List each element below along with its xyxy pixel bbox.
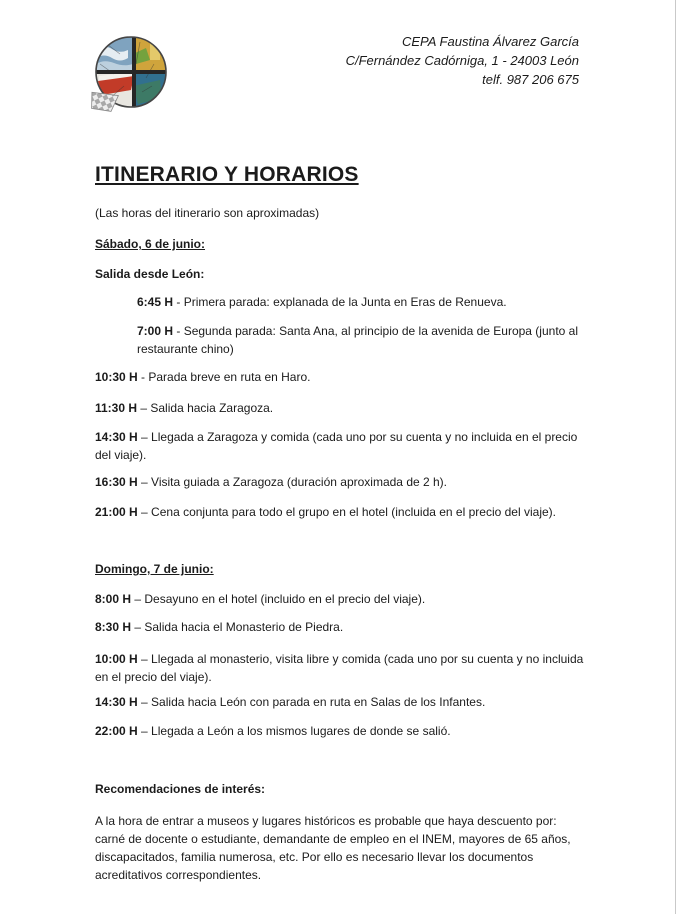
entry-time: 10:30 H [95, 370, 138, 384]
school-address: C/Fernández Cadórniga, 1 - 24003 León [345, 53, 579, 68]
entry-text: – Llegada a Zaragoza y comida (cada uno por su cuenta y no incluida en el precio del viaje). [95, 430, 578, 462]
entry-time: 8:30 H [95, 620, 132, 634]
entry-text: – Desayuno en el hotel (incluido en el precio del viaje). [134, 592, 426, 606]
entry-text: – Salida hacia León con parada en ruta en Salas de los Infantes. [141, 695, 486, 709]
entry-text: – Salida hacia Zaragoza. [140, 401, 274, 415]
entry-text: – Llegada al monasterio, visita libre y comida (cada uno por su cuenta y no incluida en el precio del viaje). [95, 652, 584, 684]
sunday-heading: Domingo, 7 de junio: [95, 562, 214, 576]
entry-text: – Llegada a León a los mismos lugares de donde se salió. [141, 724, 451, 738]
entry-text: - Parada breve en ruta en Haro. [141, 370, 311, 384]
itinerary-entry-sun-4 [95, 693, 589, 711]
entry-text: – Visita guiada a Zaragoza (duración aproximada de 2 h). [141, 475, 448, 489]
entry-time: 7:00 H [137, 324, 174, 338]
letterhead-contact [346, 30, 579, 89]
stained-glass-logo-icon [90, 34, 168, 116]
itinerary-entry-sat-5 [95, 503, 589, 521]
school-logo [90, 34, 168, 116]
entry-time: 6:45 H [137, 295, 174, 309]
entry-time: 14:30 H [95, 695, 138, 709]
itinerary-entry-sat-3 [95, 428, 589, 464]
itinerary-entry-sat-1 [95, 368, 589, 386]
itinerary-entry-sun-3 [95, 650, 589, 686]
entry-text: - Segunda parada: Santa Ana, al principio de la avenida de Europa (junto al restaurante chino) [137, 324, 578, 356]
entry-text: – Salida hacia el Monasterio de Piedra. [134, 620, 344, 634]
itinerary-entry-sun-2 [95, 618, 589, 636]
entry-time: 16:30 H [95, 475, 138, 489]
recommendations-heading: Recomendaciones de interés: [95, 782, 266, 796]
itinerary-entry-sat-stop-2 [137, 322, 589, 358]
letterhead [0, 0, 675, 110]
entry-text: – Cena conjunta para todo el grupo en el hotel (incluida en el precio del viaje). [141, 505, 556, 519]
entry-time: 8:00 H [95, 592, 132, 606]
itinerary-entry-sun-1 [95, 590, 589, 608]
entry-time: 22:00 H [95, 724, 138, 738]
itinerary-entry-sat-4 [95, 473, 589, 491]
school-phone: telf. 987 206 675 [482, 72, 579, 87]
itinerary-note: (Las horas del itinerario son aproximadas) [95, 206, 320, 220]
page-title: ITINERARIO Y HORARIOS [95, 163, 359, 186]
entry-text: - Primera parada: explanada de la Junta en Eras de Renueva. [176, 295, 507, 309]
itinerary-entry-sun-5 [95, 722, 589, 740]
entry-time: 14:30 H [95, 430, 138, 444]
entry-time: 10:00 H [95, 652, 138, 666]
document-body [0, 162, 675, 884]
itinerary-entry-sat-stop-1 [137, 293, 589, 311]
saturday-heading: Sábado, 6 de junio: [95, 237, 206, 251]
entry-time: 21:00 H [95, 505, 138, 519]
recommendations-text: A la hora de entrar a museos y lugares históricos es probable que haya descuento por: carné de docente o estudiante, demandante de empleo en el INEM, mayores de 65 años, discapacitados, familia numerosa, etc. Por ello es necesario llevar los documentos acreditativos correspondientes. [95, 814, 571, 882]
departure-heading: Salida desde León: [95, 267, 205, 281]
school-name: CEPA Faustina Álvarez García [401, 34, 579, 49]
itinerary-entry-sat-2 [95, 399, 589, 417]
entry-time: 11:30 H [95, 401, 138, 415]
